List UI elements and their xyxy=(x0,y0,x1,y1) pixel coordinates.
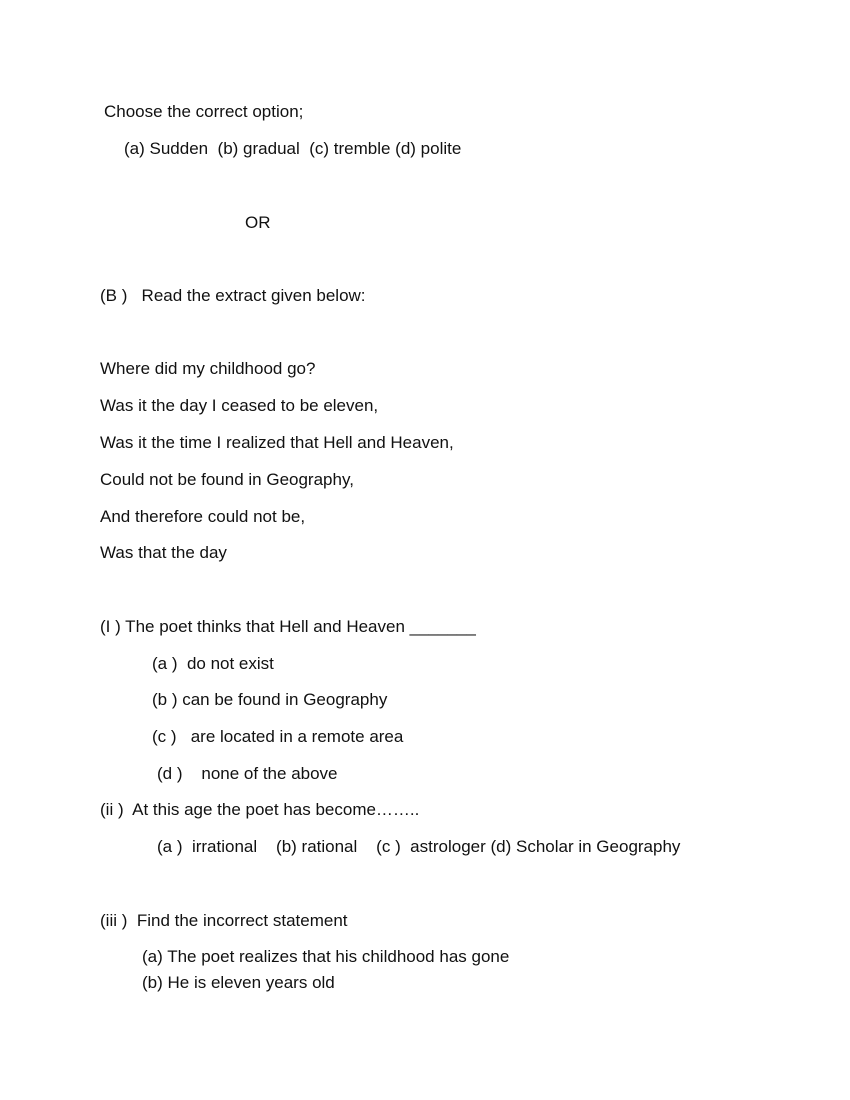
poem-line: Could not be found in Geography, xyxy=(100,470,354,489)
question-1: (I ) The poet thinks that Hell and Heaven _______ xyxy=(100,617,476,636)
poem-line: Where did my childhood go? xyxy=(100,359,316,378)
options-line: (a) Sudden (b) gradual (c) tremble (d) polite xyxy=(124,139,462,158)
question-3: (iii ) Find the incorrect statement xyxy=(100,911,348,930)
question-1-option-c: (c ) are located in a remote area xyxy=(152,727,404,746)
or-separator: OR xyxy=(245,213,271,232)
question-2-options: (a ) irrational (b) rational (c ) astrologer (d) Scholar in Geography xyxy=(157,837,681,856)
instruction-text: Choose the correct option; xyxy=(104,102,304,121)
poem-line: And therefore could not be, xyxy=(100,507,306,526)
section-b-heading: (B ) Read the extract given below: xyxy=(100,286,366,305)
question-1-option-b: (b ) can be found in Geography xyxy=(152,690,388,709)
question-3-option-a: (a) The poet realizes that his childhood has gone xyxy=(142,947,510,966)
poem-line: Was it the day I ceased to be eleven, xyxy=(100,396,379,415)
question-1-option-d: (d ) none of the above xyxy=(157,764,338,783)
question-3-option-b: (b) He is eleven years old xyxy=(142,973,335,992)
poem-line: Was it the time I realized that Hell and Heaven, xyxy=(100,433,454,452)
question-2: (ii ) At this age the poet has become…….. xyxy=(100,800,420,819)
question-1-option-a: (a ) do not exist xyxy=(152,654,274,673)
poem-line: Was that the day xyxy=(100,543,227,562)
